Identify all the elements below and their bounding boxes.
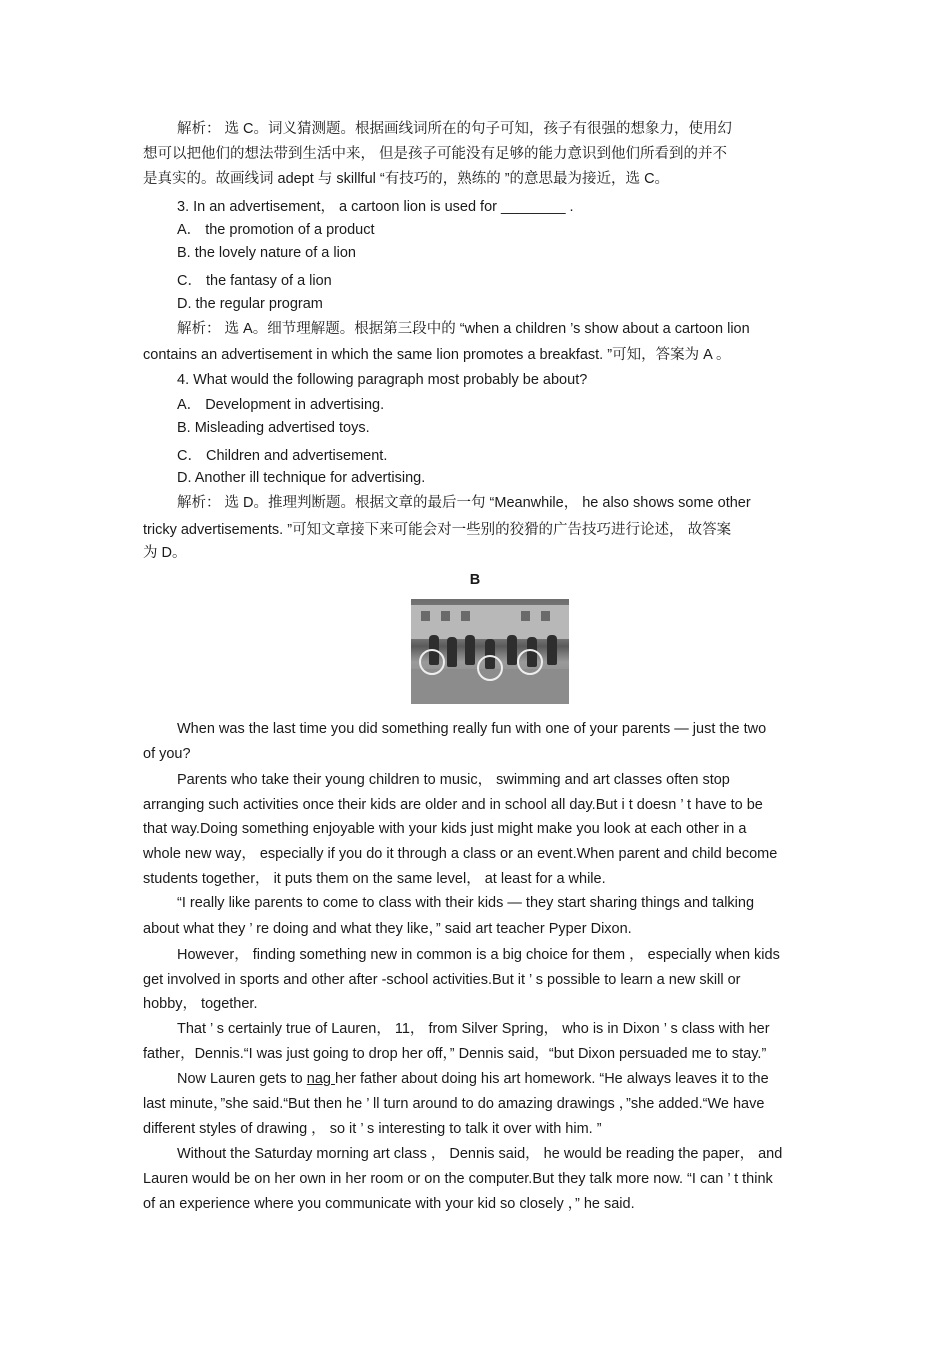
passage-p7-line3: of an experience where you communicate with your kid so closely ，” he said. [143, 1196, 635, 1212]
question-4-option-d: D. Another ill technique for advertising. [177, 470, 426, 486]
passage-p6-text: Now Lauren gets to [177, 1071, 307, 1087]
question-4-option-c: C． Children and advertisement. [177, 448, 388, 464]
passage-p7-line1: Without the Saturday morning art class ， Dennis said， he would be reading the paper， and [177, 1146, 783, 1162]
passage-p1-line2: of you? [143, 746, 191, 762]
explanation-q3-line1: 解析： 选 A。细节理解题。根据第三段中的 “when a children ’s show about a cartoon lion [177, 321, 750, 337]
children-hula-hoop-photo [411, 599, 569, 704]
photo-hoop [517, 649, 543, 675]
explanation-q3-line2: contains an advertisement in which the same lion promotes a breakfast. ”可知，答案为 A 。 [143, 347, 731, 363]
explanation-q4-line1: 解析： 选 D。推理判断题。根据文章的最后一句 “Meanwhile， he also shows some other [177, 495, 751, 511]
photo-window [521, 611, 530, 621]
passage-p7-line2: Lauren would be on her own in her room or on the computer.But they talk more now. “I can ’ t think [143, 1171, 773, 1187]
photo-hoop [419, 649, 445, 675]
passage-p2-line5: students together， it puts them on the same level， at least for a while. [143, 871, 606, 887]
explanation-q2-line1: 解析： 选 C。词义猜测题。根据画线词所在的句子可知，孩子有很强的想象力，使用幻 [177, 121, 733, 137]
passage-p2-line4: whole new way， especially if you do it through a class or an event.When parent and child become [143, 846, 778, 862]
passage-p4-line2: get involved in sports and other after -school activities.But it ’ s possible to learn a new skill or [143, 972, 741, 988]
question-4: 4. What would the following paragraph most probably be about? [177, 372, 588, 388]
section-heading: B [469, 572, 481, 588]
passage-p2-line3: that way.Doing something enjoyable with your kids just might make you look at each other in a [143, 821, 747, 837]
passage-p5-line1: That ’ s certainly true of Lauren， 11， from Silver Spring， who is in Dixon ’ s class with her [177, 1021, 770, 1037]
photo-child-figure [447, 637, 457, 667]
passage-p2-line1: Parents who take their young children to music， swimming and art classes often stop [177, 772, 730, 788]
passage-p3-line1: “I really like parents to come to class with their kids — they start sharing things and talking [177, 895, 755, 911]
explanation-q2-line3: 是真实的。故画线词 adept 与 skillful “有技巧的，熟练的 ”的意思最为接近，选 C。 [143, 171, 670, 187]
explanation-q4-line2: tricky advertisements. ”可知文章接下来可能会对一些别的狡猾的广告技巧进行论述， 故答案 [143, 522, 732, 538]
passage-p1-line1: When was the last time you did something really fun with one of your parents — just the two [177, 721, 767, 737]
question-3-option-c: C． the fantasy of a lion [177, 273, 332, 289]
explanation-q4-line3: 为 D。 [143, 545, 187, 561]
photo-child-figure [465, 635, 475, 665]
photo-window [461, 611, 470, 621]
passage-p6-text: her father about doing his art homework. “He always leaves it to the [335, 1071, 769, 1087]
question-3-option-b: B. the lovely nature of a lion [177, 245, 356, 261]
passage-p5-line2: father，Dennis.“I was just going to drop her off，” Dennis said，“but Dixon persuaded me to stay.” [143, 1046, 767, 1062]
passage-p4-line1: However， finding something new in common is a big choice for them ， especially when kids [177, 947, 780, 963]
photo-hoop [477, 655, 503, 681]
passage-p3-line2: about what they ’ re doing and what they like，” said art teacher Pyper Dixon. [143, 921, 632, 937]
question-4-option-a: A． Development in advertising. [177, 397, 385, 413]
passage-p2-line2: arranging such activities once their kids are older and in school all day.But i t doesn ’ t have to be [143, 797, 763, 813]
passage-p6-line2: last minute，”she said.“But then he ’ ll turn around to do amazing drawings ，”she added.“We have [143, 1096, 765, 1112]
photo-window [441, 611, 450, 621]
question-3-option-a: A． the promotion of a product [177, 222, 375, 238]
question-3-option-d: D. the regular program [177, 296, 323, 312]
photo-window [421, 611, 430, 621]
explanation-q2-line2: 想可以把他们的想法带到生活中来， 但是孩子可能没有足够的能力意识到他们所看到的并不 [143, 146, 728, 162]
question-3: 3. In an advertisement， a cartoon lion is used for ________ . [177, 199, 574, 215]
passage-p6-line1 [177, 1069, 833, 1089]
photo-child-figure [507, 635, 517, 665]
underlined-word-nag: nag [306, 1071, 336, 1087]
passage-p6-line3: different styles of drawing ， so it ’ s interesting to talk it over with him. ” [143, 1121, 602, 1137]
passage-p4-line3: hobby， together. [143, 996, 258, 1012]
photo-window [541, 611, 550, 621]
photo-child-figure [547, 635, 557, 665]
question-4-option-b: B. Misleading advertised toys. [177, 420, 370, 436]
